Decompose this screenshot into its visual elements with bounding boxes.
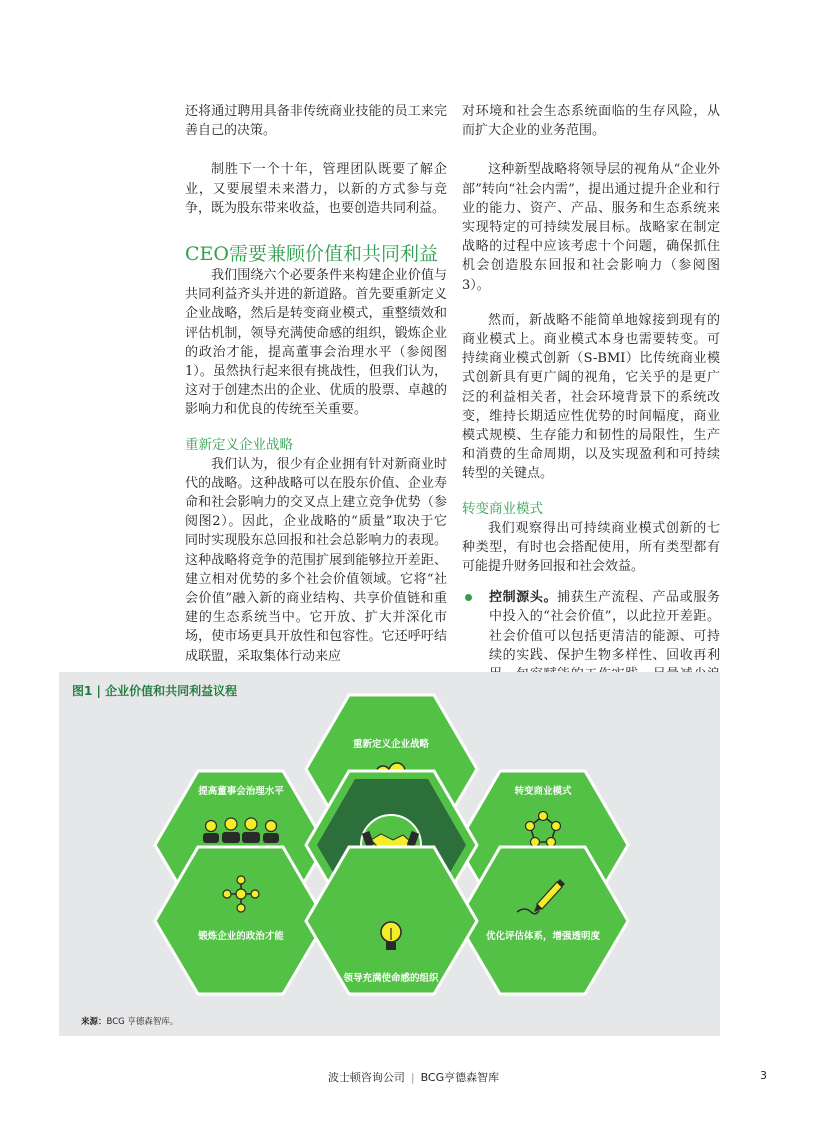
left-column	[185, 102, 447, 682]
subheading: 转变商业模式	[462, 500, 543, 517]
bullet-text: 捕获生产流程、产品或服务中投入的“社会价值”，以此拉开差距。社会价值可以包括更清洁的能源、可持续的实践、保护生物多样性、回收再利	[489, 590, 720, 663]
figure-source	[81, 1015, 178, 1027]
footer-company: 波士顿咨询公司	[327, 1071, 405, 1084]
hex-label-upper-left: 提高董事会治理水平	[198, 786, 284, 797]
section-heading: CEO需要兼顾价值和共同利益	[185, 243, 438, 266]
paragraph: 然而，新战略不能简单地嫁接到现有的商业模式上。商业模式本身也需要转变。可持续商业模式创新（S-BMI）比传统商业模式创新具有更广阔的视角，它关乎的是更广泛的利益相关者，社会环境背景下的系统改变，维持长期适应性优势的时间幅度，商业模式规模、生存能力和韧性的局限性，生产和消费的生命周期，以及实现盈利和可持续转型的关键点。	[462, 312, 720, 482]
paragraph: 我们认为，很少有企业拥有针对新商业时代的战略。这种战略可以在股东价值、企业寿命和社会影响力的交叉点上建立竞争优势（参阅图2）。因此，企业战略的“质量”取决于它同时实现股东总回报和社会总影响力的表现。这种战略将竞争的范围扩展到能够拉开差距、建立相对优势的多个社会价值领域。它将“社会价值”融入新的商业结构、共享价值链和重建的生态系统当中。它开放、扩大并深化市场，使市场更具开放性和包容性。它还呼吁结成联盟，采取集体行动来应	[185, 456, 447, 664]
paragraph: 还将通过聘用具备非传统商业技能的员工来完善自己的决策。	[185, 104, 447, 139]
paragraph: 我们围绕六个必要条件来构建企业价值与共同利益齐头并进的新道路。首先要重新定义企业战略，然后是转变商业模式，重整绩效和评估机制，领导充满使命感的组织，锻炼企业的政治才能，提高董事会治理水平（参阅图1）。虽然执行起来很有挑战性，但我们认为，这对于创建杰出的企业、优质的股票、卓越的影响力和优良的传统至关重要。	[185, 268, 447, 418]
paragraph: 我们观察得出可持续商业模式创新的七种类型，有时也会搭配使用，所有类型都有可能提升财务回报和社会效益。	[462, 520, 720, 575]
source-text: BCG 亨德森智库。	[106, 1017, 179, 1027]
hex-label-upper-right: 转变商业模式	[514, 786, 572, 797]
bullet-dot-icon	[465, 594, 472, 601]
right-column	[462, 102, 720, 703]
figure-title: 图1 | 企业价值和共同利益议程	[72, 684, 238, 698]
figure-1	[59, 672, 720, 1036]
footer-institute: BCG亨德森智库	[420, 1071, 500, 1084]
page-number: 3	[760, 1069, 767, 1082]
hex-label-lower-left: 锻炼企业的政治才能	[198, 931, 284, 942]
footer-separator: |	[410, 1071, 415, 1084]
hexagon-diagram	[59, 672, 720, 1036]
paragraph: 这种新型战略将领导层的视角从“企业外部”转向“社会内需”，提出通过提升企业和行业的能力、资产、产品、服务和生态系统来实现特定的可持续发展目标。战略家在制定战略的过程中应该考虑十个问题，确保抓住机会创造股东回报和社会影响力（参阅图3）。	[462, 162, 720, 293]
hex-label-top: 重新定义企业战略	[352, 739, 430, 750]
hex-label-lower-right: 优化评估体系，增强透明度	[485, 931, 601, 942]
bullet-bold: 控制源头。	[489, 590, 558, 606]
paragraph: 制胜下一个十年，管理团队既要了解企业，又要展望未来潜力，以新的方式参与竞争，既为股东带来收益，也要创造共同利益。	[185, 162, 447, 216]
hex-label-bottom: 领导充满使命感的组织	[343, 973, 439, 984]
footer-publisher	[0, 1069, 827, 1085]
paragraph: 对环境和社会生态系统面临的生存风险，从而扩大企业的业务范围。	[462, 104, 720, 139]
subheading: 重新定义企业战略	[185, 436, 293, 453]
source-label: 来源：	[81, 1017, 107, 1027]
